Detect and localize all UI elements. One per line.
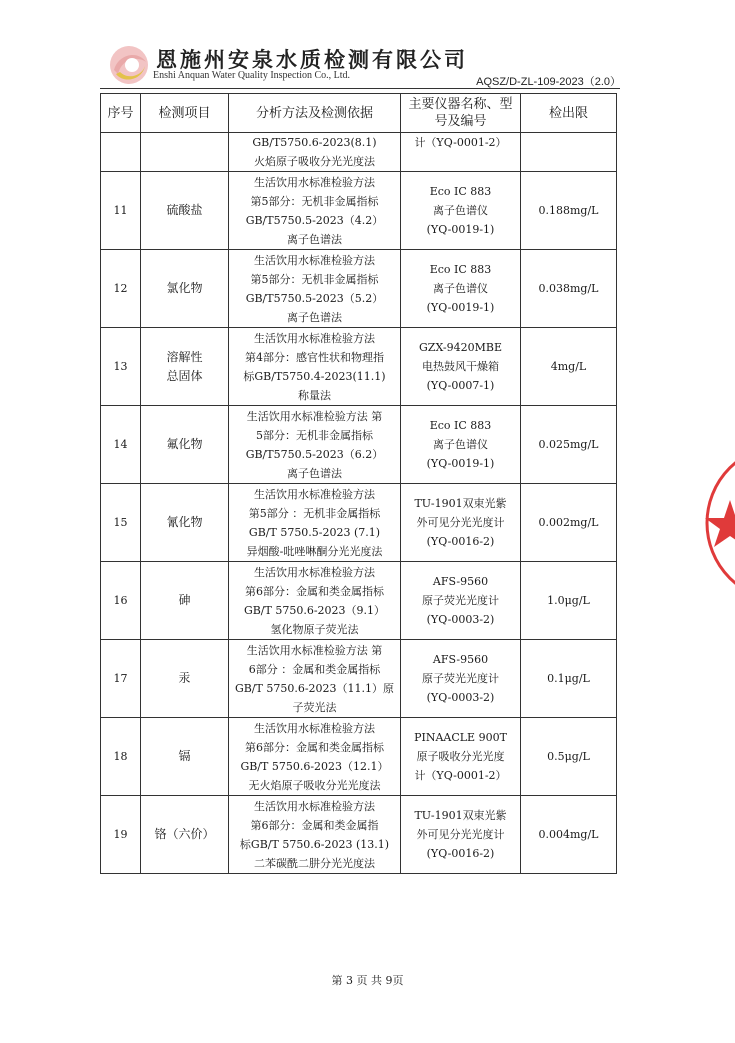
- col-header-no: 序号: [101, 94, 141, 133]
- cell-method: [229, 718, 401, 796]
- cell-method: [229, 172, 401, 250]
- cell-instrument: [401, 484, 521, 562]
- cell-item: [141, 718, 229, 796]
- cell-no: 17: [101, 640, 141, 718]
- item-text: 氟化物: [166, 437, 203, 451]
- table-row: [101, 406, 617, 484]
- table-header-row: [101, 94, 617, 133]
- instrument-text: AFS-9560 原子荧光光度计 (YQ-0003-2): [422, 575, 499, 626]
- cell-no: 15: [101, 484, 141, 562]
- cell-no: 12: [101, 250, 141, 328]
- item-text: 铬（六价）: [154, 827, 215, 841]
- cell-method: [229, 406, 401, 484]
- cell-instrument: [401, 250, 521, 328]
- table-row-continuation: [101, 133, 617, 172]
- cell-limit: 0.002mg/L: [521, 484, 617, 562]
- method-text: 生活饮用水标准检验方法 第 6部分 ：金属和类金属指标 GB/T 5750.6-2023（11.1）原 子荧光法: [234, 643, 395, 714]
- cell-instrument: [401, 718, 521, 796]
- cell-no: [101, 133, 141, 172]
- instrument-text: Eco IC 883 离子色谱仪 (YQ-0019-1): [426, 419, 495, 470]
- method-text: 生活饮用水标准检验方法 第5部分：无机非金属指标 GB/T5750.5-2023（5.2） 离子色谱法: [245, 253, 384, 324]
- method-text: 生活饮用水标准检验方法 第6部分：金属和类金属指 标GB/T 5750.6-2023 (13.1) 二苯碳酰二肼分光光度法: [239, 799, 390, 870]
- cell-item: [141, 640, 229, 718]
- table-row: [101, 562, 617, 640]
- instrument-text: Eco IC 883 离子色谱仪 (YQ-0019-1): [426, 263, 495, 314]
- cell-method: [229, 796, 401, 874]
- instrument-text: 计（YQ-0001-2）: [414, 136, 507, 149]
- cell-method: [229, 640, 401, 718]
- cell-no: 11: [101, 172, 141, 250]
- cell-limit: 0.188mg/L: [521, 172, 617, 250]
- col-header-limit: 检出限: [521, 94, 617, 133]
- company-name-cn: 恩施州安泉水质检测有限公司: [156, 47, 468, 72]
- method-text: 生活饮用水标准检验方法 第6部分：金属和类金属指标 GB/T 5750.6-2023（9.1） 氢化物原子荧光法: [243, 565, 386, 636]
- instrument-text: PINAACLE 900T 原子吸收分光光度 计（YQ-0001-2）: [414, 731, 507, 782]
- official-seal-stamp: [700, 438, 735, 608]
- cell-no: 14: [101, 406, 141, 484]
- cell-no: 18: [101, 718, 141, 796]
- instrument-text: AFS-9560 原子荧光光度计 (YQ-0003-2): [422, 653, 499, 704]
- company-logo: [108, 44, 150, 86]
- item-text: 硫酸盐: [166, 203, 203, 217]
- cell-item: [141, 328, 229, 406]
- cell-no: 16: [101, 562, 141, 640]
- table-row: [101, 484, 617, 562]
- cell-item: [141, 172, 229, 250]
- cell-limit: 0.038mg/L: [521, 250, 617, 328]
- cell-instrument: [401, 133, 521, 172]
- item-text: 镉: [178, 749, 191, 763]
- instrument-text: Eco IC 883 离子色谱仪 (YQ-0019-1): [426, 185, 495, 236]
- cell-no: 13: [101, 328, 141, 406]
- method-text: GB/T5750.6-2023(8.1) 火焰原子吸收分光光度法: [252, 136, 377, 168]
- cell-no: 19: [101, 796, 141, 874]
- method-text: 生活饮用水标准检验方法 第5部分 ：无机非金属指标 GB/T 5750.5-2023 (7.1) 异烟酸-吡唑啉酮分光光度法: [246, 487, 383, 558]
- method-text: 生活饮用水标准检验方法 第4部分：感官性状和物理指 标GB/T5750.4-2023(11.1) 称量法: [243, 331, 386, 402]
- cell-limit: 1.0μg/L: [521, 562, 617, 640]
- cell-item: [141, 796, 229, 874]
- col-header-item: 检测项目: [141, 94, 229, 133]
- cell-limit: 0.004mg/L: [521, 796, 617, 874]
- table-row: [101, 250, 617, 328]
- inspection-method-table: [100, 93, 617, 874]
- instrument-text: TU-1901双束光紫 外可见分光光度计 (YQ-0016-2): [414, 809, 507, 860]
- cell-method: [229, 250, 401, 328]
- item-text: 溶解性 总固体: [166, 349, 203, 383]
- instrument-text: TU-1901双束光紫 外可见分光光度计 (YQ-0016-2): [414, 497, 507, 548]
- header-divider: [100, 88, 620, 89]
- cell-instrument: [401, 172, 521, 250]
- cell-method: [229, 484, 401, 562]
- item-text: 氯化物: [166, 281, 203, 295]
- cell-method: [229, 562, 401, 640]
- cell-item: [141, 133, 229, 172]
- cell-item: [141, 406, 229, 484]
- table-row: [101, 640, 617, 718]
- cell-limit: 0.1μg/L: [521, 640, 617, 718]
- instrument-text: GZX-9420MBE 电热鼓风干燥箱 (YQ-0007-1): [419, 341, 502, 392]
- item-text: 氰化物: [166, 515, 203, 529]
- table-row: [101, 796, 617, 874]
- table-row: [101, 172, 617, 250]
- page-number: 第 3 页 共 9页: [331, 974, 404, 987]
- item-text: 汞: [178, 671, 191, 685]
- cell-instrument: [401, 562, 521, 640]
- method-text: 生活饮用水标准检验方法 第5部分：无机非金属指标 GB/T5750.5-2023（4.2） 离子色谱法: [245, 175, 384, 246]
- cell-limit: [521, 133, 617, 172]
- cell-item: [141, 484, 229, 562]
- method-text: 生活饮用水标准检验方法 第6部分：金属和类金属指标 GB/T 5750.6-2023（12.1） 无火焰原子吸收分光光度法: [240, 721, 389, 792]
- cell-limit: 0.025mg/L: [521, 406, 617, 484]
- item-text: 砷: [178, 593, 191, 607]
- company-name-en: Enshi Anquan Water Quality Inspection Co., Ltd.: [153, 70, 351, 81]
- method-text: 生活饮用水标准检验方法 第 5部分：无机非金属指标 GB/T5750.5-2023（6.2） 离子色谱法: [245, 409, 384, 480]
- cell-instrument: [401, 328, 521, 406]
- table-row: [101, 718, 617, 796]
- cell-method: [229, 328, 401, 406]
- table-row: [101, 328, 617, 406]
- cell-instrument: [401, 640, 521, 718]
- cell-instrument: [401, 406, 521, 484]
- cell-limit: 0.5μg/L: [521, 718, 617, 796]
- cell-item: [141, 250, 229, 328]
- col-header-instrument: 主要仪器名称、型号及编号: [401, 94, 521, 133]
- cell-method: [229, 133, 401, 172]
- cell-item: [141, 562, 229, 640]
- document-code: AQSZ/D-ZL-109-2023（2.0）: [476, 76, 621, 88]
- cell-instrument: [401, 796, 521, 874]
- col-header-method: 分析方法及检测依据: [229, 94, 401, 133]
- cell-limit: 4mg/L: [521, 328, 617, 406]
